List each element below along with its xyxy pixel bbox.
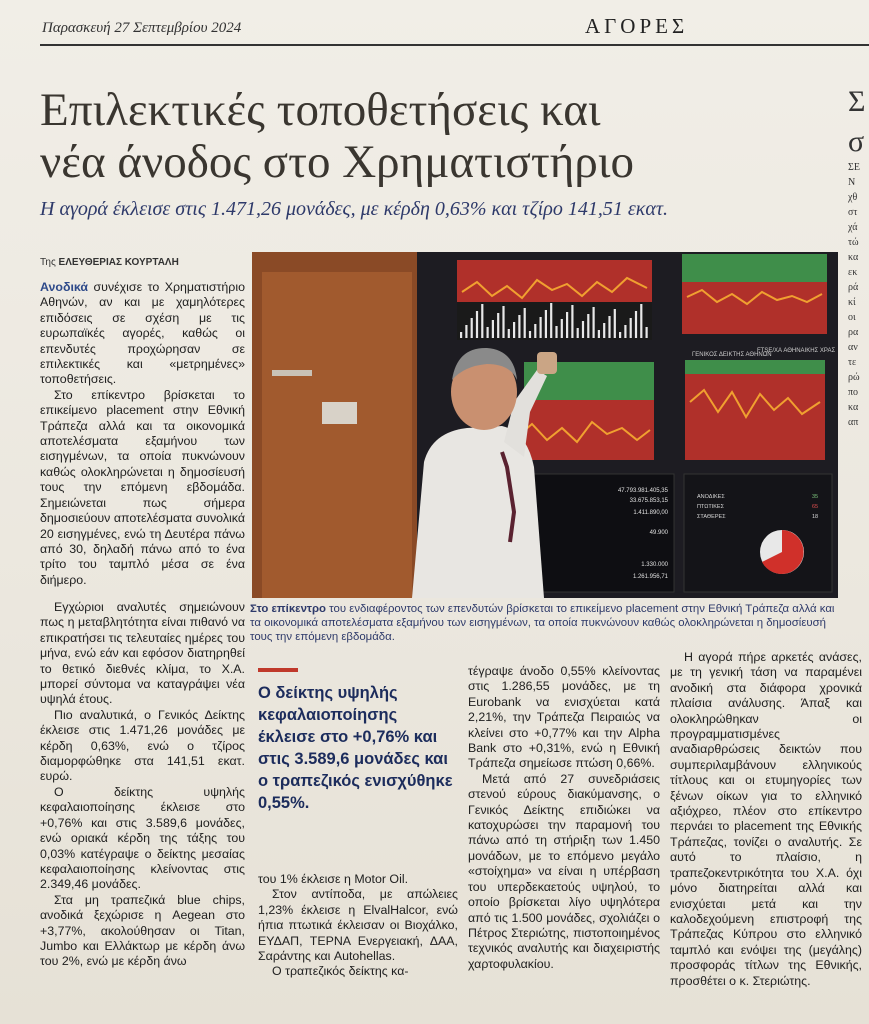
- edge-text-line: χά: [848, 222, 858, 233]
- subheadline: Η αγορά έκλεισε στις 1.471,26 μονάδες, με κέρδη 0,63% και τζίρο 141,51 εκατ.: [40, 198, 669, 220]
- paragraph: Στον αντίποδα, με απώλειες 1,23% έκλεισε η ElvalHalcor, ενώ ήπια πτωτικά έκλεισαν οι Βιοχάλκο, ΕΥΔΑΠ, ΤΕΡΝΑ Ενεργειακή, ΔΑΑ, Σαράντης και Autohellas.: [258, 887, 458, 964]
- volume-bar: [640, 304, 642, 338]
- paragraph: Η αγορά πήρε αρκετές ανάσες, με τη γενική τάση να παραμένει ανοδική στα διάφορα χρονικά πλαίσια ανάλυσης. Άπαξ και ολοκληρώθηκαν οι προγραμματισμένες αναδιαρθρώσεις δεικτών που συμπεριλαμβάνουν ελληνικούς τίτλους και οι ετυμηγορίες των ξένων οίκων για το ελληνικό αξιόχρεο, πλέον στο επίκεντρο περνάει το placement της Εθνικής Τράπεζας, τονίζει ο αναλυτής. Σε αυτό το πλαίσιο, η τραπεζοκεντρικότητα του Χ.Α. όχι μόνο διατηρείται αλλά και ενισχύεται μετά και την καλοδεχούμενη επιστροφή της Τράπεζας Κύπρου στο ελληνικό ταμπλό και ενόψει της (μεγάλης) προσφοράς τίτλων της Εθνικής, προσθέτει ο κ. Στεριώτης.: [670, 650, 862, 988]
- volume-bar: [487, 327, 489, 338]
- edge-text-line: πο: [848, 387, 859, 398]
- edge-text-line: ρά: [848, 282, 859, 293]
- volume-bar: [561, 319, 563, 338]
- edge-text-line: κα: [848, 402, 859, 413]
- volume-bar: [513, 322, 515, 338]
- volume-bar: [571, 305, 573, 338]
- readout: 33.675.853,15: [629, 498, 668, 504]
- paragraph: Στα μη τραπεζικά blue chips, ανοδικά ξεχώρισε η Aegean στο +3,77%, ακολούθησαν οι Titan, Jumbo και Ελλάκτωρ με κέρδη άνω του 2%, ενώ με κέρδη άνω: [40, 892, 245, 969]
- panel-header: ΓΕΝΙΚΟΣ ΔΕΙΚΤΗΣ ΑΘΗΝΩΝ: [692, 352, 772, 358]
- headline-line-1: Επιλεκτικές τοποθετήσεις και: [40, 84, 601, 136]
- article-column-3: [468, 664, 660, 972]
- volume-bar: [540, 317, 542, 338]
- lead-word: Ανοδικά: [40, 280, 89, 294]
- paragraph: Εγχώριοι αναλυτές σημειώνουν πως η μεταβλητότητα είναι πιθανό να επικρατήσει τις τελευταίες ημέρες του μήνα, ενώ εάν και εφόσον διατηρηθεί το θετικό διεθνές κλίμα, το Χ.Α. μπορεί σύντομα να καταγράψει νέα υψηλά έτους.: [40, 600, 245, 707]
- paragraph: του 1% έκλεισε η Motor Oil.: [258, 872, 409, 886]
- wood-door: [262, 272, 412, 598]
- paragraph: τέγραψε άνοδο 0,55% κλείνοντας στις 1.286,55 μονάδες, με τη Eurobank να ενισχύεται κατά 2,21%, την Τράπεζα Πειραιώς να κλείνει στο +0,77% και την Alpha Bank στο +0,31%, ενώ η Εθνική Τράπεζα σημείωσε πτώση 0,66%.: [468, 664, 660, 771]
- byline-prefix: Της: [40, 257, 56, 268]
- paragraph: Μετά από 27 συνεδριάσεις στενού εύρους διακύμανσης, ο Γενικός Δείκτης επιδιώκει να κατοχυρώσει την παραμονή του πάνω από τη στήριξη των 1.450 μονάδων, με το επόμενο μεγάλο «στοίχημα» να είναι η υπέρβαση του υπερδεκαετούς υψηλού, το οποίο βρίσκεται λίγο υψηλότερα από τις 1.500 μονάδες, σχολιάζει ο Πέτρος Στεριώτης, πιστοποιημένος τεχνικός αναλυτής και διαχειριστής χαρτοφυλακίου.: [468, 771, 660, 971]
- readout: 1.411.890,00: [633, 510, 668, 516]
- volume-bar: [545, 310, 547, 338]
- edge-text-line: ρα: [848, 327, 859, 338]
- section-title: ΑΓΟΡΕΣ: [585, 14, 689, 38]
- volume-bar: [630, 318, 632, 338]
- readout: 1.261.956,71: [632, 574, 668, 580]
- headline: [40, 84, 800, 188]
- article-column-2: [258, 872, 458, 980]
- volume-bar: [502, 306, 504, 338]
- door-sign: [322, 402, 357, 424]
- caption-lead: Στο επίκεντρο: [250, 603, 327, 615]
- volume-bar: [608, 316, 610, 338]
- volume-bar: [619, 332, 621, 338]
- edge-text-line: εκ: [848, 267, 858, 278]
- byline: [40, 257, 179, 268]
- volume-bar: [614, 309, 616, 338]
- volume-bar: [471, 318, 473, 338]
- volume-bar: [635, 311, 637, 338]
- edge-text-line: τε: [848, 357, 857, 368]
- caption-text: του ενδιαφέροντος των επενδυτών βρίσκεται το επικείμενο placement στην Εθνική Τράπεζα αλλά και τα οικονομικά αποτελέσματα εξαμήνου των εισηγμένων, τα οποία πυκνώνουν καθώς ολοκληρώνεται η δημοσίευσή τους την επόμενη εβδομάδα.: [250, 603, 835, 643]
- volume-bar: [603, 323, 605, 338]
- edge-text-line: απ: [848, 417, 859, 428]
- article-column-1-continued: [40, 600, 245, 970]
- volume-bar: [497, 313, 499, 338]
- edge-headline-letter: Σ: [848, 85, 866, 118]
- pie-label: ΑΝΟΔΙΚΕΣ: [697, 494, 725, 500]
- pie-value: 65: [812, 504, 819, 510]
- volume-bar: [508, 329, 510, 338]
- issue-date: Παρασκευή 27 Σεπτεμβρίου 2024: [42, 20, 242, 36]
- volume-bar: [460, 332, 462, 338]
- volume-bar: [566, 312, 568, 338]
- edge-text-line: ΣΕ Ν: [848, 162, 860, 188]
- article-photo: [252, 252, 838, 598]
- volume-bar: [524, 308, 526, 338]
- screen-middle-right: [685, 352, 825, 460]
- pullquote-rule: [258, 668, 298, 672]
- readout: 49.900: [649, 530, 668, 536]
- headline-line-2: νέα άνοδος στο Χρηματιστήριο: [40, 136, 634, 188]
- volume-bar: [518, 315, 520, 338]
- volume-bar: [646, 327, 648, 338]
- volume-bar: [481, 304, 483, 338]
- edge-text-lines: [848, 160, 869, 430]
- panel-header-2: FTSE/XA ΑΘΗΝΑΙΚΗΣ ΧΡΑΣ: [757, 348, 836, 354]
- volume-bar: [582, 321, 584, 338]
- edge-text-line: χθ: [848, 192, 858, 203]
- screen-top-left: [457, 260, 652, 340]
- volume-bar: [492, 320, 494, 338]
- volume-bar: [577, 328, 579, 338]
- edge-text-line: οι: [848, 312, 856, 323]
- paragraph: Στο επίκεντρο βρίσκεται το επικείμενο placement στην Εθνική Τράπεζα αλλά και τα οικονομικά αποτελέσματα εξαμήνου των εισηγμένων, τα οποία πυκνώνουν καθώς ολοκληρώνεται η δημοσίευσή τους την επόμενη εβδομάδα. Σημειώνεται πως σήμερα δημοσιεύουν αποτελέσματα συνολικά 20 εισηγμένες, ενώ τη Δευτέρα πάνω από 30, δηλαδή πάνω από το ένα τρίτο του ταμπλό μέσα σε ένα διήμερο.: [40, 387, 245, 587]
- door-handle: [272, 370, 312, 376]
- paragraph-text: συνέχισε το Χρηματιστήριο Αθηνών, αν και με χαμηλότερες επιδόσεις σε σχέση με τις ευρωπαϊκές αγορές, καθώς οι επενδυτές προχώρησαν σε επιλεκτικές και «μετρημένες» τοποθετήσεις.: [40, 280, 245, 387]
- volume-bar: [476, 311, 478, 338]
- trading-room-illustration: [252, 252, 838, 598]
- screen-pie-chart: [684, 474, 832, 592]
- byline-author: ΕΛΕΥΘΕΡΙΑΣ ΚΟΥΡΤΑΛΗ: [58, 257, 179, 268]
- volume-bar: [587, 314, 589, 338]
- volume-bar: [534, 324, 536, 338]
- readout: 1.330.000: [641, 562, 668, 568]
- volume-bar: [550, 303, 552, 338]
- edge-text-line: κα: [848, 252, 859, 263]
- readout: 47.793.981.405,35: [617, 488, 668, 494]
- pie-value: 18: [812, 514, 819, 520]
- article-column-4: [670, 650, 862, 989]
- pullquote: Ο δείκτης υψηλής κεφαλαιοποίησης έκλεισε στο +0,76% και στις 3.589,6 μονάδες και ο τραπεζικός ενισχύθηκε 0,55%.: [258, 684, 453, 812]
- photo-caption: [250, 602, 845, 644]
- volume-bar: [593, 307, 595, 338]
- pie-label: ΣΤΑΘΕΡΕΣ: [697, 514, 726, 520]
- edge-text-line: τώ: [848, 237, 859, 248]
- volume-bar: [624, 325, 626, 338]
- edge-headline-letter: σ: [848, 125, 865, 158]
- edge-text-line: αν: [848, 342, 858, 353]
- paragraph: Ο τραπεζικός δείκτης κα-: [272, 964, 409, 979]
- paragraph: Πιο αναλυτικά, ο Γενικός Δείκτης έκλεισε στις 1.471,26 μονάδες με κέρδη 0,63%, ενώ ο τζίρος διαμορφώθηκε στα 141,51 εκατ. ευρώ.: [40, 707, 245, 784]
- volume-bar: [555, 326, 557, 338]
- header-rule: [40, 44, 869, 46]
- edge-text-line: ρώ: [848, 372, 860, 383]
- paragraph: [40, 280, 245, 388]
- pie-label: ΠΤΩΤΙΚΕΣ: [697, 504, 724, 510]
- edge-text-line: κί: [848, 297, 856, 308]
- paragraph: Ο δείκτης υψηλής κεφαλαιοποίησης έκλεισε στο +0,76% και στις 3.589,6 μονάδες, ενώ οριακά κέρδη της τάξης του 0,03% κατέγραψε ο δείκτης μεσαίας κεφαλαιοποίησης κλείνοντας στις 2.349,46 μονάδες.: [40, 784, 245, 892]
- volume-bar: [465, 325, 467, 338]
- adjacent-article-edge: [848, 80, 869, 980]
- volume-bar: [529, 331, 531, 338]
- volume-bar: [598, 330, 600, 338]
- edge-text-line: στ: [848, 207, 858, 218]
- article-column-1: [40, 280, 245, 588]
- pie-value: 35: [812, 494, 819, 500]
